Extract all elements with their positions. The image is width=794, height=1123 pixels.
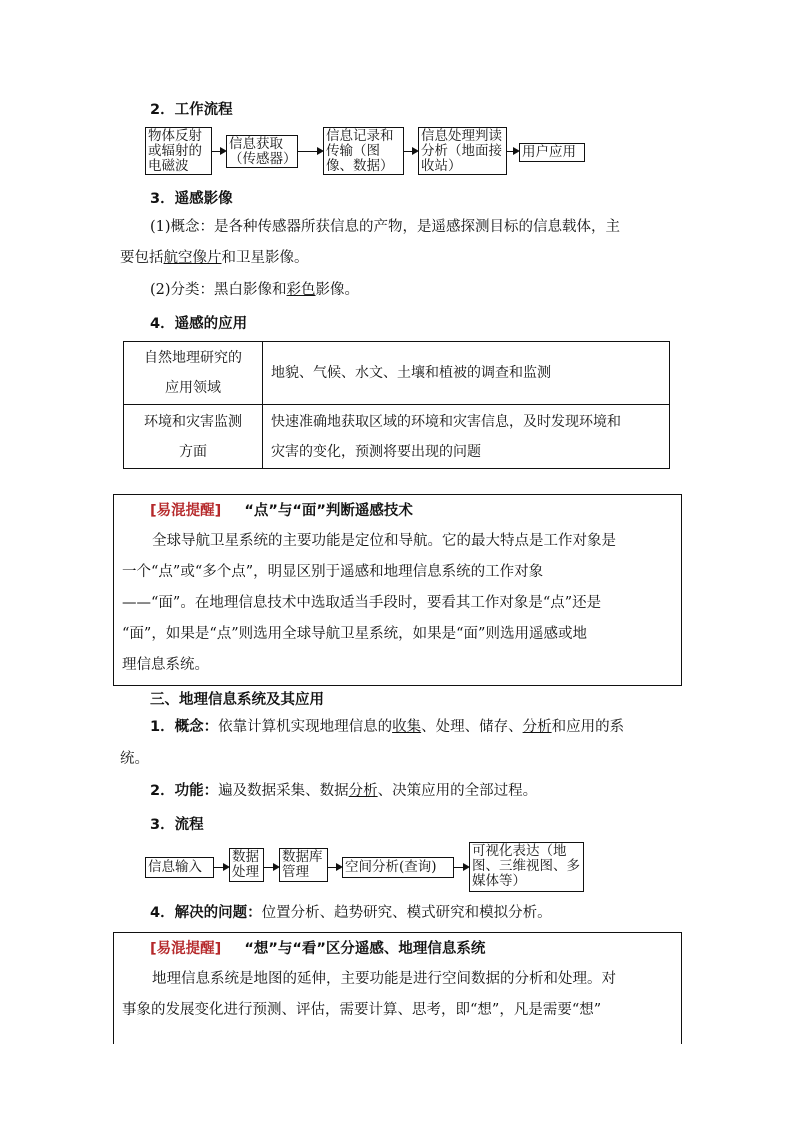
- flow-arrow: [264, 867, 278, 868]
- flow-arrow: [212, 151, 225, 152]
- gis-flow-box-analysis: 空间分析(查询): [342, 857, 454, 878]
- gis-flow-title: 3．流程: [150, 817, 204, 833]
- gis-flow-box-database: 数据库管理: [279, 848, 328, 882]
- table-cell-content: 快速准确地获取区域的环境和灾害信息，及时发现环境和 灾害的变化，预测将要出现的问题: [263, 405, 670, 469]
- imagery-classification: (2)分类：黑白影像和彩色影像。: [150, 282, 360, 298]
- gis-concept-line1: 1．概念：依靠计算机实现地理信息的收集、处理、储存、分析和应用的系: [150, 719, 625, 735]
- tip-title: “点”与“面”判断遥感技术: [244, 503, 413, 519]
- application-table: [123, 341, 670, 469]
- tip-line: 事象的发展变化进行预测、评估，需要计算、思考，即“想”，凡是需要“想”: [122, 1002, 602, 1018]
- flow-arrow: [214, 867, 228, 868]
- table-row: [124, 342, 670, 405]
- tip-label: [易混提醒]: [150, 503, 222, 519]
- gis-flow-box-visualize: 可视化表达（地图、三维视图、多媒体等）: [469, 842, 584, 892]
- flow-box-record: 信息记录和传输（图像、数据）: [323, 127, 404, 175]
- flow-box-user: 用户应用: [519, 143, 585, 162]
- gis-function: 2．功能：遍及数据采集、数据分析、决策应用的全部过程。: [150, 783, 538, 799]
- gis-problems: 4．解决的问题：位置分析、趋势研究、模式研究和模拟分析。: [150, 905, 552, 921]
- section-heading-gis: 三、地理信息系统及其应用: [150, 692, 324, 708]
- section-title-workflow: 2．工作流程: [150, 102, 233, 118]
- flow-arrow: [454, 867, 468, 868]
- tip-box-think-see: [113, 932, 682, 1044]
- tip-line: 地理信息系统是地图的延伸，主要功能是进行空间数据的分析和处理。对: [152, 971, 616, 987]
- tip-label: [易混提醒]: [150, 941, 222, 957]
- table-row: [124, 405, 670, 469]
- flow-box-acquire: 信息获取（传感器）: [226, 135, 298, 168]
- table-cell-field: 环境和灾害监测 方面: [124, 405, 263, 469]
- flow-arrow: [404, 151, 417, 152]
- tip-line: “面”，如果是“点”则选用全球导航卫星系统，如果是“面”则选用遥感或地: [122, 626, 587, 642]
- tip-line: 全球导航卫星系统的主要功能是定位和导航。它的最大特点是工作对象是: [152, 533, 616, 549]
- table-cell-field: 自然地理研究的 应用领域: [124, 342, 263, 405]
- section-title-imagery: 3．遥感影像: [150, 191, 233, 207]
- gis-flow-box-process: 数据处理: [229, 848, 264, 882]
- gis-concept-line2: 统。: [120, 751, 149, 767]
- flow-arrow: [507, 151, 518, 152]
- tip-line: 理信息系统。: [122, 657, 209, 673]
- tip-line: ——“面”。在地理信息技术中选取适当手段时，要看其工作对象是“点”还是: [122, 595, 602, 611]
- tip-line: 一个“点”或“多个点”，明显区别于遥感和地理信息系统的工作对象: [122, 564, 544, 580]
- tip-title-row: [150, 499, 413, 520]
- flow-box-source: 物体反射或辐射的电磁波: [145, 127, 212, 175]
- flow-arrow: [298, 151, 322, 152]
- table-cell-content: 地貌、气候、水文、土壤和植被的调查和监测: [263, 342, 670, 405]
- imagery-concept-line1: (1)概念：是各种传感器所获信息的产物，是遥感探测目标的信息载体，主: [150, 219, 621, 235]
- flow-box-process: 信息处理判读分析（地面接收站）: [418, 127, 507, 175]
- tip-title: “想”与“看”区分遥感、地理信息系统: [244, 941, 486, 957]
- flow-arrow: [328, 867, 341, 868]
- imagery-concept-line2: 要包括航空像片和卫星影像。: [120, 250, 309, 266]
- tip-title-row: [150, 937, 485, 958]
- gis-flow-box-input: 信息输入: [145, 857, 214, 878]
- section-title-application: 4．遥感的应用: [150, 316, 248, 332]
- tip-box-point-area: [113, 494, 682, 686]
